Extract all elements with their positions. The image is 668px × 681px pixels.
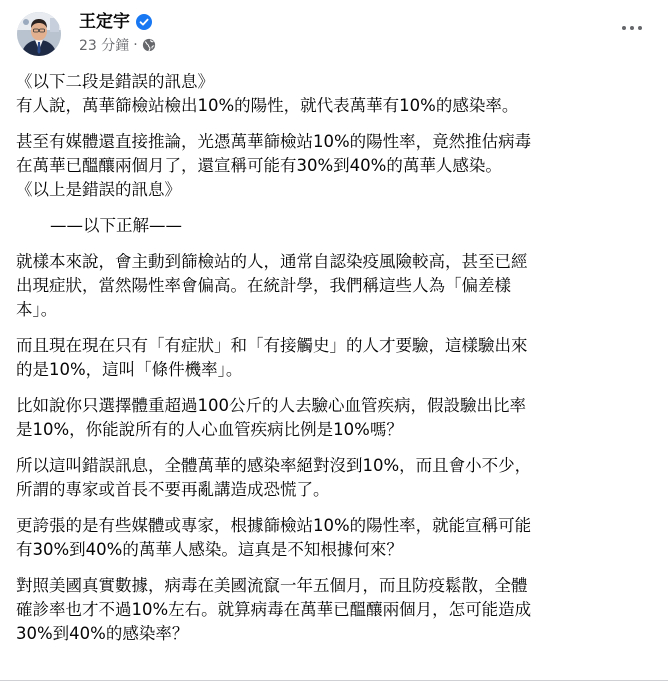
globe-icon[interactable] — [142, 38, 156, 52]
post-line: 30%到40%的感染率？ — [16, 624, 189, 643]
post-line: 出現症狀，當然陽性率會偏高。在統計學，我們稱這些人為「偏差樣 — [16, 276, 511, 295]
more-options-icon[interactable] — [618, 18, 646, 38]
post-line: 所以這叫錯誤訊息，全體萬華的感染率絕對沒到10%，而且會小不少， — [16, 456, 532, 475]
verified-badge-icon — [136, 14, 152, 30]
post-line: 甚至有媒體還直接推論，光憑萬華篩檢站10%的陽性率，竟然推估病毒 — [16, 132, 532, 151]
author-avatar[interactable] — [17, 12, 61, 56]
post-line: 有人說，萬華篩檢站檢出10%的陽性，就代表萬華有10%的感染率。 — [16, 96, 519, 115]
post-line: 更誇張的是有些媒體或專家，根據篩檢站10%的陽性率，就能宣稱可能 — [16, 516, 532, 535]
author-line — [79, 11, 152, 33]
post-line: 的是10%，這叫「條件機率」。 — [16, 360, 243, 379]
post-line: 本」。 — [16, 300, 58, 319]
avatar-photo — [17, 12, 61, 56]
post-line: 而且現在現在只有「有症狀」和「有接觸史」的人才要驗，這樣驗出來 — [16, 336, 528, 355]
meta-separator: · — [133, 37, 138, 53]
post-line: 《以上是錯誤的訊息》 — [16, 180, 181, 199]
post-line: 在萬華已醞釀兩個月了，還宣稱可能有30%到40%的萬華人感染。 — [16, 156, 502, 175]
post-line: 有30%到40%的萬華人感染。這真是不知根據何來？ — [16, 540, 403, 559]
post-line: 所謂的專家或首長不要再亂講造成恐慌了。 — [16, 480, 330, 499]
post-line: 是10%，你能說所有的人心血管疾病比例是10%嗎？ — [16, 420, 403, 439]
post-line: ——以下正解—— — [50, 216, 182, 235]
author-name[interactable]: 王定宇 — [79, 12, 130, 32]
post-line: 比如說你只選擇體重超過100公斤的人去驗心血管疾病，假設驗出比率 — [16, 396, 526, 415]
post-line: 確診率也才不過10%左右。就算病毒在萬華已醞釀兩個月，怎可能造成 — [16, 600, 532, 619]
post-meta — [79, 36, 156, 54]
post-line: 《以下二段是錯誤的訊息》 — [16, 72, 214, 91]
post-body — [16, 70, 656, 646]
post-line: 對照美國真實數據，病毒在美國流竄一年五個月，而且防疫鬆散，全體 — [16, 576, 528, 595]
post-line: 就樣本來說，會主動到篩檢站的人，通常自認染疫風險較高，甚至已經 — [16, 252, 528, 271]
post-header — [16, 8, 652, 58]
post-timestamp[interactable]: 23 分鐘 — [79, 38, 130, 54]
